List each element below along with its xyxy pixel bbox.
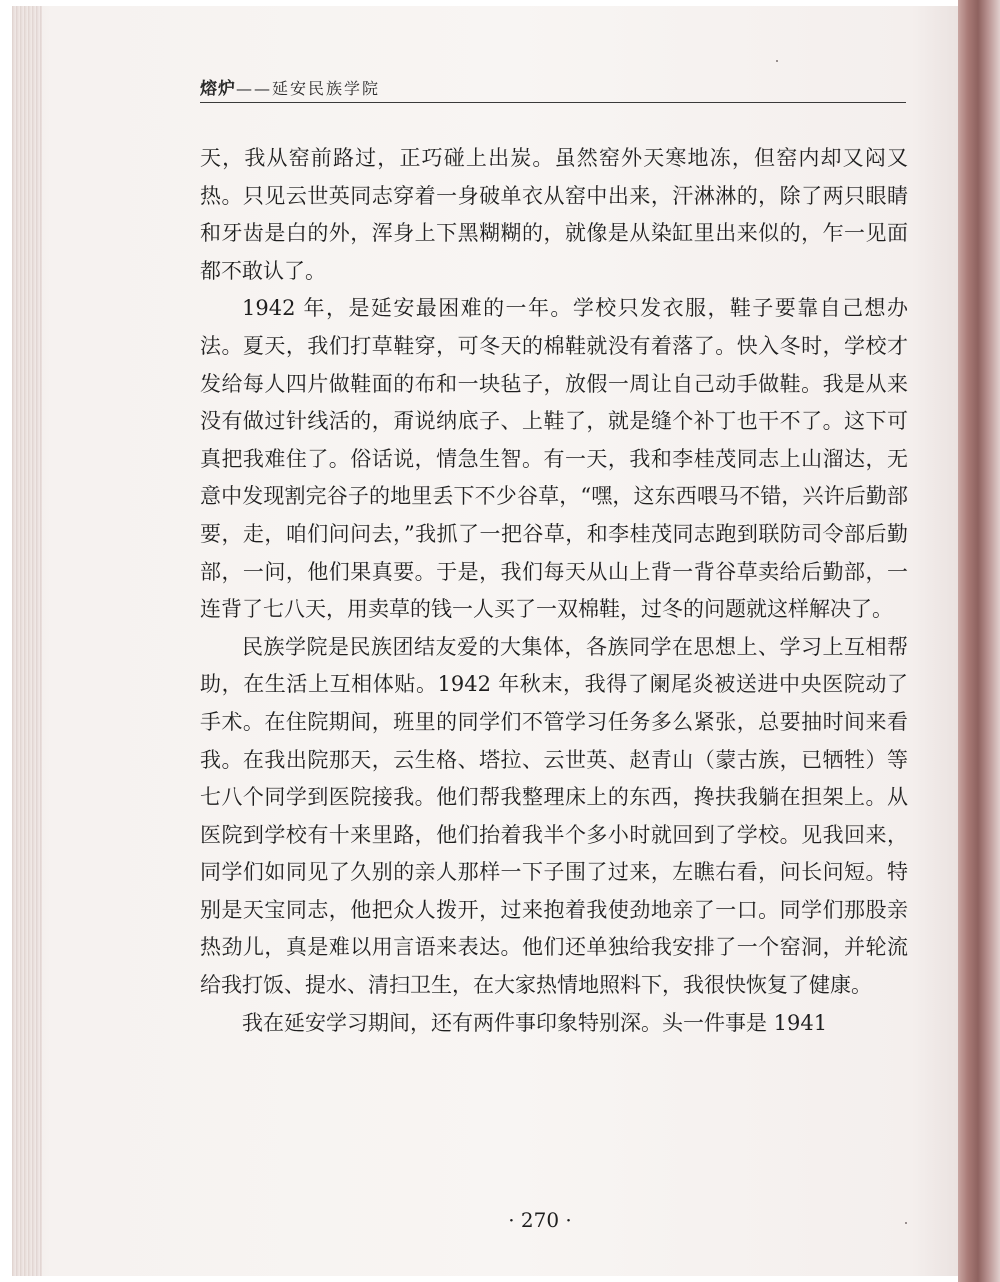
paragraph-3: 民族学院是民族团结友爱的大集体，各族同学在思想上、学习上互相帮助，在生活上互相体贴。1942 年秋末，我得了阑尾炎被送进中央医院动了手术。在住院期间，班里的同学们不管学习任务多么紧张，总要抽时间来看我。在我出院那天，云生格、塔拉、云世英、赵青山（蒙古族，已牺牲）等七八个同学到医院接我。他们帮我整理床上的东西，搀扶我躺在担架上。从医院到学校有十来里路，他们抬着我半个多小时就回到了学校。见我回来，同学们如同见了久别的亲人那样一下子围了过来，左瞧右看，问长问短。特别是天宝同志，他把众人拨开，过来抱着我使劲地亲了一口。同学们那股亲热劲儿，真是难以用言语来表达。他们还单独给我安排了一个窑洞，并轮流给我打饭、提水、清扫卫生，在大家热情地照料下，我很快恢复了健康。 xyxy=(200,634,908,998)
paragraph-2: 1942 年，是延安最困难的一年。学校只发衣服，鞋子要靠自己想办法。夏天，我们打草鞋穿，可冬天的棉鞋就没有着落了。快入冬时，学校才发给每人四片做鞋面的布和一块毡子，放假一周让自己动手做鞋。我是从来没有做过针线活的，甭说纳底子、上鞋了，就是缝个补丁也干不了。这下可真把我难住了。俗话说，情急生智。有一天，我和李桂茂同志上山溜达，无意中发现割完谷子的地里丢下不少谷草，“嘿，这东西喂马不错，兴许后勤部要，走，咱们问问去，”我抓了一把谷草，和李桂茂同志跑到联防司令部后勤部，一问，他们果真要。于是，我们每天从山上背一背谷草卖给后勤部，一连背了七八天，用卖草的钱一人买了一双棉鞋，过冬的问题就这样解决了。 xyxy=(200,296,908,622)
running-header xyxy=(200,74,905,98)
paragraph-1: 天，我从窑前路过，正巧碰上出炭。虽然窑外天寒地冻，但窑内却又闷又热。只见云世英同志穿着一身破单衣从窑中出来，汗淋淋的，除了两只眼睛和牙齿是白的外，浑身上下黑糊糊的，就像是从染缸里出来似的，乍一见面都不敢认了。 xyxy=(200,146,908,283)
scan-speck xyxy=(776,60,778,62)
header-title: 熔炉 xyxy=(200,79,236,99)
scan-speck xyxy=(905,1222,907,1224)
header-rule xyxy=(200,102,906,103)
header-subtitle: ——延安民族学院 xyxy=(236,79,381,98)
body-text xyxy=(200,140,908,1042)
book-spine xyxy=(958,0,1000,1282)
page-stack-edge xyxy=(12,6,42,1276)
paragraph-4: 我在延安学习期间，还有两件事印象特别深。头一件事是 1941 xyxy=(242,1010,828,1035)
page-number: · 270 · xyxy=(508,1208,572,1232)
